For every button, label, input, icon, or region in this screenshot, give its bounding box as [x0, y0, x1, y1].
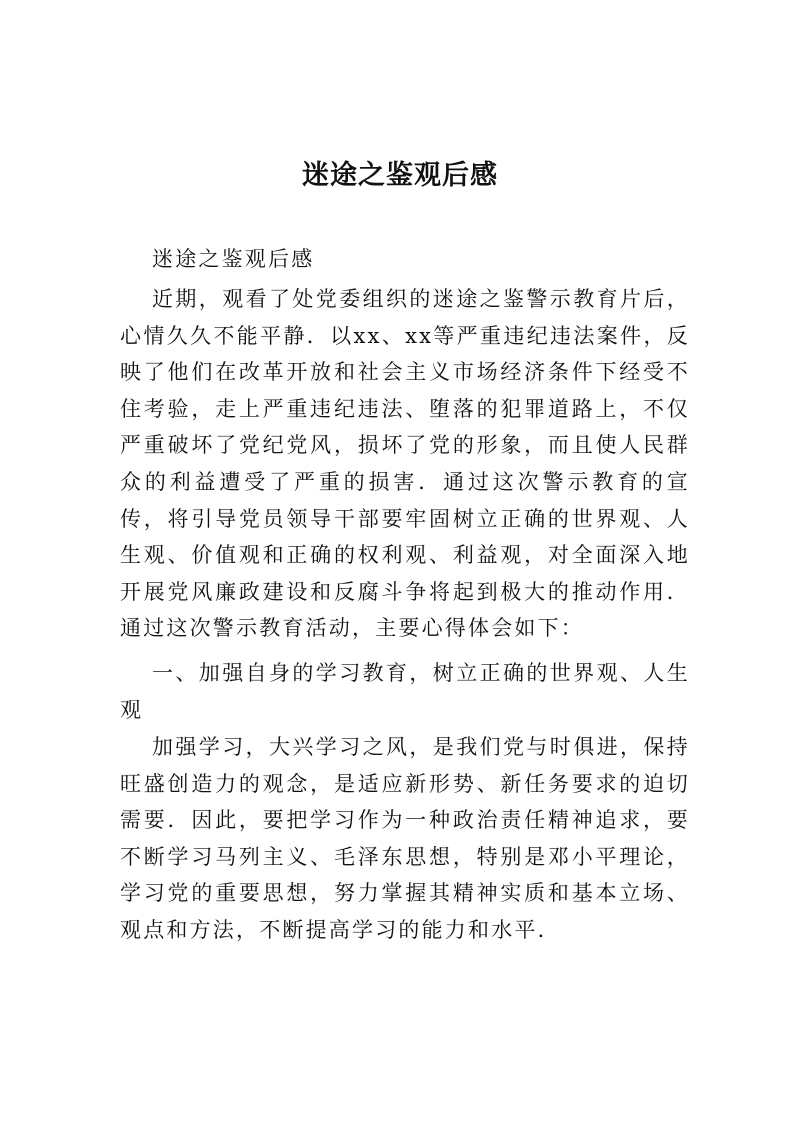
section-paragraph: 加强学习，大兴学习之风，是我们党与时俱进，保持旺盛创造力的观念，是适应新形势、新任务要求的迫切需要．因此，要把学习作为一种政治责任精神追求，要不断学习马列主义、毛泽东思想，特别是邓小平理论，学习党的重要思想，努力掌握其精神实质和基本立场、观点和方法，不断提高学习的能力和水平．: [120, 735, 690, 942]
section-heading: 一、加强自身的学习教育，树立正确的世界观、人生观: [120, 661, 690, 722]
intro-paragraph: 近期，观看了处党委组织的迷途之鉴警示教育片后，心情久久不能平静．以xx、xx等严重违纪违法案件，反映了他们在改革开放和社会主义市场经济条件下经受不住考验，走上严重违纪违法、堕落的犯罪道路上，不仅严重破坏了党纪党风，损坏了党的形象，而且使人民群众的利益遭受了严重的损害．通过这次警示教育的宣传，将引导党员领导干部要牢固树立正确的世界观、人生观、价值观和正确的权利观、利益观，对全面深入地开展党风廉政建设和反腐斗争将起到极大的推动作用．通过这次警示教育活动，主要心得体会如下：: [120, 287, 690, 641]
document-subtitle: 迷途之鉴观后感: [152, 247, 315, 271]
document-title: 迷途之鉴观后感: [302, 160, 498, 191]
